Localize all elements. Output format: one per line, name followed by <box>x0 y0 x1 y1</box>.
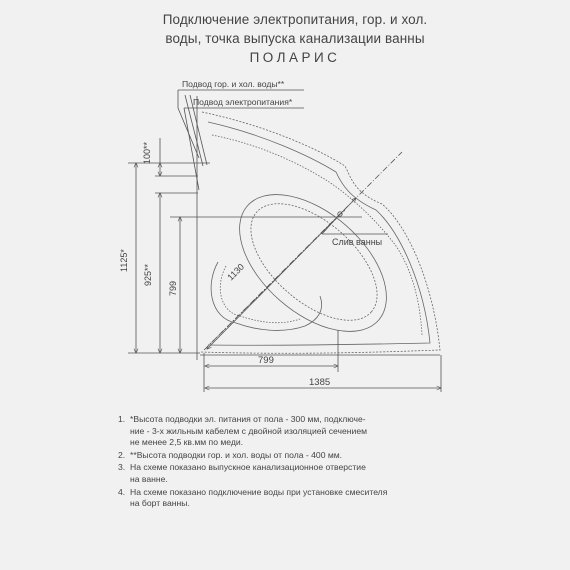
dim-100-label: 100** <box>142 141 152 164</box>
note-item <box>118 450 478 462</box>
title-line-2: воды, точка выпуска канализации ванны <box>165 31 425 46</box>
dim-799-horizontal-label: 799 <box>258 355 274 366</box>
dim-799-vertical-label: 799 <box>168 280 178 296</box>
note-item <box>118 487 478 510</box>
title-brand: ПОЛАРИС <box>249 50 341 65</box>
note-line: **Высота подводки гор. и хол. воды от пола - 400 мм. <box>130 449 343 460</box>
note-line: не менее 2,5 кв.мм по меди. <box>130 437 244 448</box>
power-supply-label: Подвод электропитания* <box>193 97 293 107</box>
water-supply-label: Подвод гор. и хол. воды** <box>182 79 285 89</box>
drain-leader <box>322 212 388 234</box>
note-number: 2. <box>118 449 126 460</box>
bath-inner-rim <box>208 122 430 345</box>
bath-basin-inner <box>230 182 397 342</box>
dim-1130-label: 1130 <box>225 261 247 283</box>
drain-label: Слив ванны <box>332 237 383 247</box>
bath-basin-outer <box>215 168 412 358</box>
note-line: на борт ванны. <box>130 498 190 509</box>
dim-1385-label: 1385 <box>309 377 331 388</box>
note-line: На схеме показано подключение воды при установке смесителя <box>130 486 388 497</box>
note-line: На схеме показано выпускное канализационное отверстие <box>130 462 366 473</box>
note-number: 1. <box>118 414 126 424</box>
dim-1125-label: 1125* <box>119 249 129 272</box>
note-line: на ванне. <box>130 473 168 484</box>
note-number: 3. <box>118 462 126 473</box>
notes-list <box>118 414 478 511</box>
bath-outer-rim <box>200 112 440 353</box>
note-item <box>118 462 478 485</box>
bath-deck-contour <box>212 135 422 335</box>
diagonal-dimension <box>204 152 402 350</box>
note-item <box>118 414 478 449</box>
dim-925-label: 925** <box>143 263 153 286</box>
note-line: *Высота подводки эл. питания от пола - 300 мм, подключе- <box>130 414 366 424</box>
title-line-1: Подключение электропитания, гор. и хол. <box>162 12 428 27</box>
note-number: 4. <box>118 486 126 497</box>
note-line: ние - 3-х жильным кабелем с двойной изоляцией сечением <box>130 425 368 436</box>
vertical-dimensions <box>128 138 362 353</box>
